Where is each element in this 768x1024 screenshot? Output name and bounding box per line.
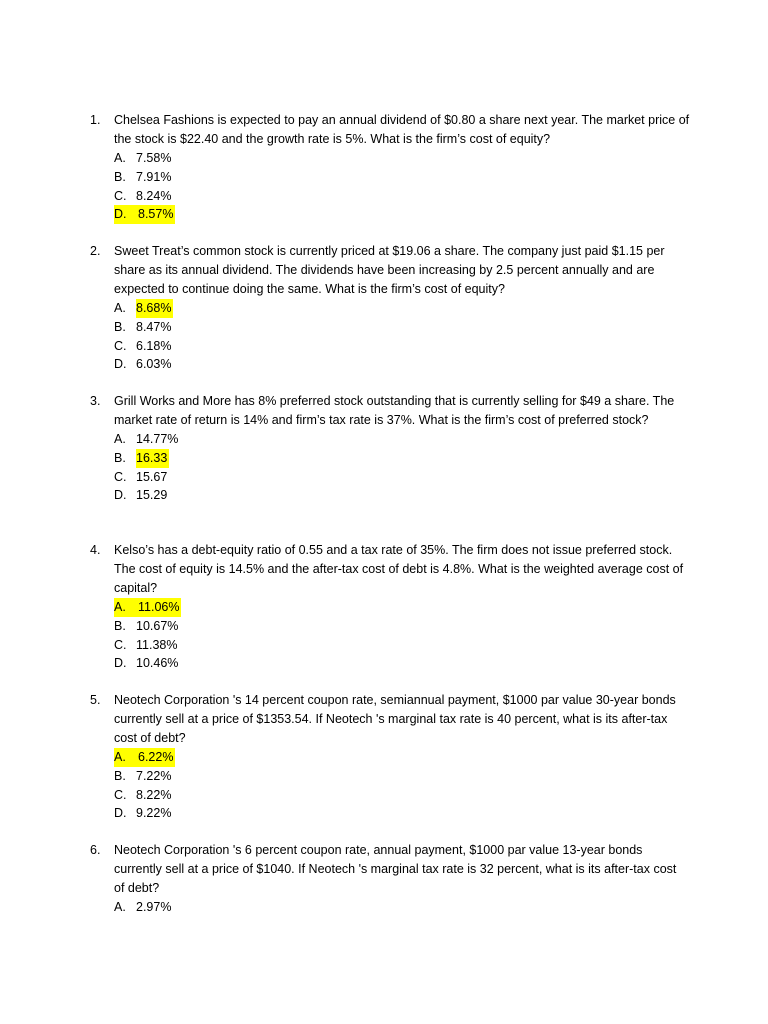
option-d (114, 355, 690, 374)
option-letter: A. (114, 432, 126, 446)
option-letter: D. (114, 488, 127, 503)
question-text: Kelso’s has a debt-equity ratio of 0.55 and a tax rate of 35%. The firm does not issue preferred stock. The cost of equity is 14.5% and the after-tax cost of debt is 4.8%. What is the weighted average cost of capital? (114, 543, 684, 595)
question-text: Grill Works and More has 8% preferred stock outstanding that is currently selling for $49 a share. The market rate of return is 14% and firm’s tax rate is 37%. What is the firm’s cost of preferred stock? (114, 394, 675, 427)
option-d (114, 486, 690, 505)
option-text: 7.58% (136, 151, 172, 165)
option-letter: B. (114, 768, 126, 783)
question-number: 2. (90, 244, 101, 258)
option-text-highlighted: 16.33 (136, 449, 169, 468)
option-text: 10.67% (136, 618, 179, 633)
option-c (114, 636, 690, 655)
option-text: 8.24% (136, 188, 172, 203)
option-c (114, 468, 690, 487)
option-text-highlighted: 8.57% (138, 205, 175, 224)
question-2 (90, 242, 690, 374)
option-letter: D. (114, 357, 127, 372)
option-letter: C. (114, 188, 127, 203)
option-a (114, 898, 690, 917)
question-text: Chelsea Fashions is expected to pay an annual dividend of $0.80 a share next year. The market price of the stock is $22.40 and the growth rate is 5%. What is the firm’s cost of equity? (114, 113, 690, 146)
option-text: 8.47% (136, 319, 172, 334)
option-a (114, 748, 690, 767)
question-6 (90, 841, 690, 917)
option-text-highlighted: 8.68% (136, 299, 173, 318)
option-b (114, 318, 690, 337)
option-letter: D. (114, 806, 127, 821)
option-letter: B. (114, 319, 126, 334)
option-c (114, 337, 690, 356)
option-c (114, 187, 690, 206)
question-5 (90, 691, 690, 823)
option-letter: B. (114, 618, 126, 633)
question-text: Sweet Treat’s common stock is currently priced at $19.06 a share. The company just paid $1.15 per share as its annual dividend. The dividends have been increasing by 2.5 percent annually and are expected to continue doing the same. What is the firm’s cost of equity? (114, 244, 665, 296)
option-letter: D. (114, 205, 138, 224)
option-text: 7.22% (136, 768, 172, 783)
option-c (114, 786, 690, 805)
option-d (114, 654, 690, 673)
option-text: 6.18% (136, 338, 172, 353)
question-number: 5. (90, 693, 101, 707)
option-letter: A. (114, 900, 126, 914)
option-a (114, 598, 690, 617)
option-text-highlighted: 6.22% (138, 748, 175, 767)
option-b (114, 168, 690, 187)
option-text: 7.91% (136, 169, 172, 184)
option-letter: A. (114, 151, 126, 165)
option-letter: C. (114, 787, 127, 802)
option-letter: A. (114, 301, 126, 315)
option-text: 11.38% (136, 637, 178, 652)
question-number: 6. (90, 843, 101, 857)
option-text: 2.97% (136, 900, 172, 914)
option-text: 9.22% (136, 806, 172, 821)
option-text: 14.77% (136, 432, 179, 446)
option-letter: B. (114, 450, 126, 465)
option-text: 10.46% (136, 656, 179, 671)
option-text-highlighted: 11.06% (138, 598, 181, 617)
option-a (114, 299, 690, 318)
question-3 (90, 392, 690, 505)
option-letter: C. (114, 469, 127, 484)
question-text: Neotech Corporation 's 14 percent coupon rate, semiannual payment, $1000 par value 30-year bonds currently sell at a price of $1353.54. If Neotech 's marginal tax rate is 40 percent, what is its after-tax cost of debt? (114, 693, 676, 745)
option-b (114, 617, 690, 636)
option-text: 15.67 (136, 469, 168, 484)
option-text: 6.03% (136, 357, 172, 372)
option-letter: C. (114, 637, 127, 652)
option-letter: A. (114, 598, 138, 617)
question-number: 1. (90, 113, 101, 127)
option-letter: C. (114, 338, 127, 353)
option-a (114, 430, 690, 449)
option-text: 8.22% (136, 787, 172, 802)
option-d (114, 205, 690, 224)
option-b (114, 449, 690, 468)
question-1 (90, 111, 690, 224)
option-b (114, 767, 690, 786)
question-text: Neotech Corporation 's 6 percent coupon rate, annual payment, $1000 par value 13-year bonds currently sell at a price of $1040. If Neotech 's marginal tax rate is 32 percent, what is its after-tax cost of debt? (114, 843, 677, 895)
question-number: 4. (90, 543, 101, 557)
option-letter: B. (114, 169, 126, 184)
question-4 (90, 541, 690, 673)
question-number: 3. (90, 394, 101, 408)
option-a (114, 149, 690, 168)
option-text: 15.29 (136, 488, 168, 503)
option-letter: A. (114, 748, 138, 767)
option-letter: D. (114, 656, 127, 671)
option-d (114, 804, 690, 823)
